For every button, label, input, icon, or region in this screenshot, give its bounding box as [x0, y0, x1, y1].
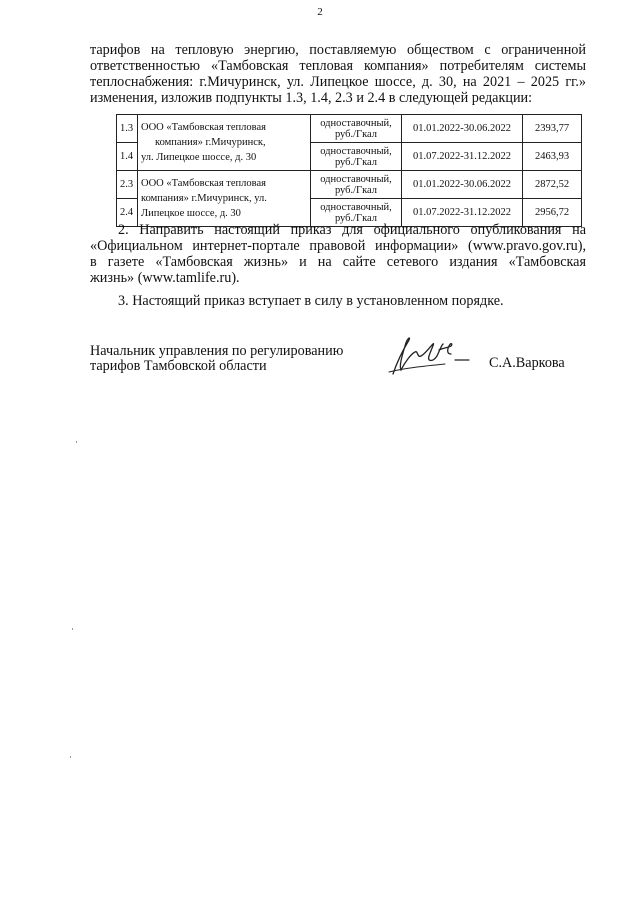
table-row [117, 115, 582, 143]
organization-cell [138, 115, 311, 171]
text-line: ответственностью «Тамбовская тепловая компания» потребителям системы [90, 58, 586, 74]
row-number: 2.4 [117, 199, 138, 227]
org-line: ООО «Тамбовская тепловая [141, 122, 266, 133]
text-line: 3. Настоящий приказ вступает в силу в установленном порядке. [118, 293, 504, 309]
tariff-value: 2872,52 [523, 171, 582, 199]
org-line: компания» г.Мичуринск, ул. [141, 193, 267, 204]
tariff-period: 01.07.2022-31.12.2022 [402, 143, 523, 171]
text-line: тарифов на тепловую энергию, поставляемую обществом с ограниченной [90, 42, 586, 58]
tariff-value: 2463,93 [523, 143, 582, 171]
tariff-table [116, 114, 582, 227]
organization-cell [138, 171, 311, 227]
point-2-paragraph [90, 222, 586, 286]
tariff-period: 01.07.2022-31.12.2022 [402, 199, 523, 227]
text-line: изменения, изложив подпункты 1.3, 1.4, 2.3 и 2.4 в следующей редакции: [90, 90, 533, 106]
tariff-type: одноставочный, руб./Гкал [311, 199, 402, 227]
signatory-name: С.А.Варкова [489, 355, 565, 371]
text-line: в газете «Тамбовская жизнь» и на сайте сетевого издания «Тамбовская [90, 254, 586, 270]
signatory-title-line: Начальник управления по регулированию [90, 343, 344, 359]
tariff-period: 01.01.2022-30.06.2022 [402, 171, 523, 199]
tariff-type: одноставочный, руб./Гкал [311, 143, 402, 171]
text-line: теплоснабжения: г.Мичуринск, ул. Липецкое шоссе, д. 30, на 2021 – 2025 гг.» [90, 74, 586, 90]
tariff-type: одноставочный, руб./Гкал [311, 171, 402, 199]
point-3-paragraph [90, 293, 586, 309]
signatory-title [90, 344, 343, 374]
org-line: компания» г.Мичуринск, [155, 137, 266, 148]
text-line: жизнь» (www.tamlife.ru). [90, 270, 240, 286]
org-line: Липецкое шоссе, д. 30 [141, 208, 241, 219]
org-line: ул. Липецкое шоссе, д. 30 [141, 152, 257, 163]
handwritten-signature [385, 332, 475, 378]
text-line: «Официальном интернет-портале правовой информации» (www.pravo.gov.ru), [90, 238, 586, 254]
table-row [117, 171, 582, 199]
signatory-title-line: тарифов Тамбовской области [90, 358, 267, 374]
scan-speck [70, 756, 71, 758]
scan-speck [76, 441, 77, 443]
row-number: 2.3 [117, 171, 138, 199]
text-line: 2. Направить настоящий приказ для официального опубликования на [118, 222, 586, 238]
tariff-period: 01.01.2022-30.06.2022 [402, 115, 523, 143]
row-number: 1.3 [117, 115, 138, 143]
tariff-value: 2956,72 [523, 199, 582, 227]
tariff-type: одноставочный, руб./Гкал [311, 115, 402, 143]
scan-speck [72, 628, 73, 630]
intro-paragraph [90, 42, 586, 106]
tariff-value: 2393,77 [523, 115, 582, 143]
page-number: 2 [317, 6, 323, 18]
org-line: ООО «Тамбовская тепловая [141, 178, 266, 189]
row-number: 1.4 [117, 143, 138, 171]
